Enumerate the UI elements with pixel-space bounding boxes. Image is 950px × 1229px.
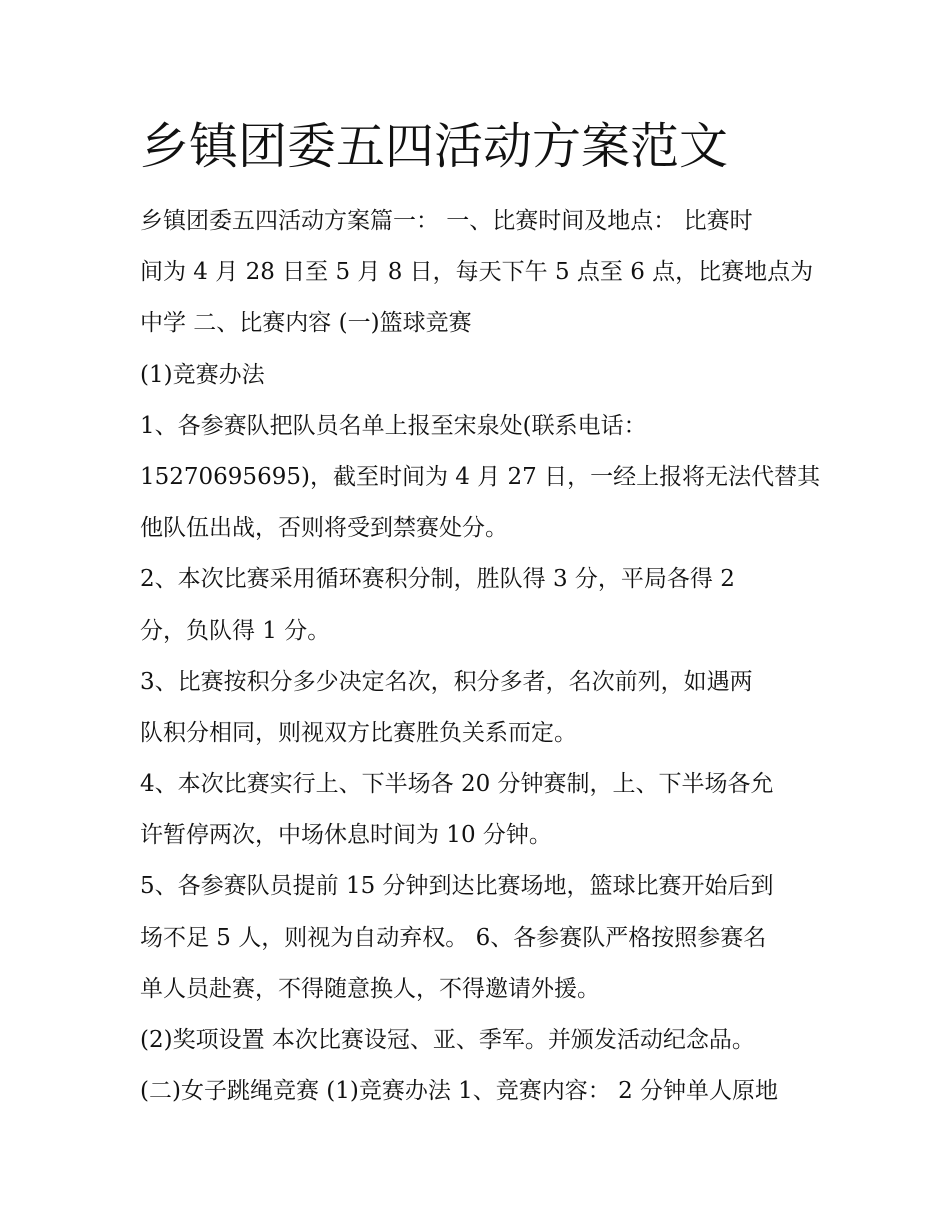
body-line: 4、本次比赛实行上、下半场各 20 分钟赛制，上、下半场各允 bbox=[140, 771, 774, 798]
body-line: 2、本次比赛采用循环赛积分制，胜队得 3 分，平局各得 2 bbox=[140, 566, 735, 593]
body-line: 乡镇团委五四活动方案篇一： 一、比赛时间及地点： 比赛时 bbox=[140, 208, 753, 234]
body-line: 中学 二、比赛内容 (一)篮球竞赛 bbox=[140, 310, 472, 337]
body-line: 5、各参赛队员提前 15 分钟到达比赛场地，篮球比赛开始后到 bbox=[140, 873, 774, 900]
body-line: 间为 4 月 28 日至 5 月 8 日，每天下午 5 点至 6 点，比赛地点为 bbox=[140, 259, 814, 286]
body-line: 单人员赴赛，不得随意换人，不得邀请外援。 bbox=[140, 975, 600, 1002]
body-line: 场不足 5 人，则视为自动弃权。 6、各参赛队严格按照参赛名 bbox=[140, 924, 767, 951]
body-line: 许暂停两次，中场休息时间为 10 分钟。 bbox=[140, 822, 552, 849]
body-line: 分，负队得 1 分。 bbox=[140, 617, 331, 644]
body-line: (二)女子跳绳竞赛 (1)竞赛办法 1、竞赛内容： 2 分钟单人原地 bbox=[140, 1078, 779, 1105]
body-line: 他队伍出战，否则将受到禁赛处分。 bbox=[140, 515, 508, 542]
body-line: 15270695695)，截至时间为 4 月 27 日，一经上报将无法代替其 bbox=[140, 463, 820, 490]
body-line: 1、各参赛队把队员名单上报至宋泉处(联系电话： bbox=[140, 412, 647, 439]
body-line: 队积分相同，则视双方比赛胜负关系而定。 bbox=[140, 719, 577, 746]
body-line: (1)竞赛办法 bbox=[140, 361, 265, 388]
body-line: (2)奖项设置 本次比赛设冠、亚、季军。并颁发活动纪念品。 bbox=[140, 1027, 755, 1053]
document-body bbox=[140, 196, 820, 1117]
document-title: 乡镇团委五四活动方案范文 bbox=[140, 118, 729, 175]
body-line: 3、比赛按积分多少决定名次，积分多者，名次前列，如遇两 bbox=[140, 668, 753, 695]
